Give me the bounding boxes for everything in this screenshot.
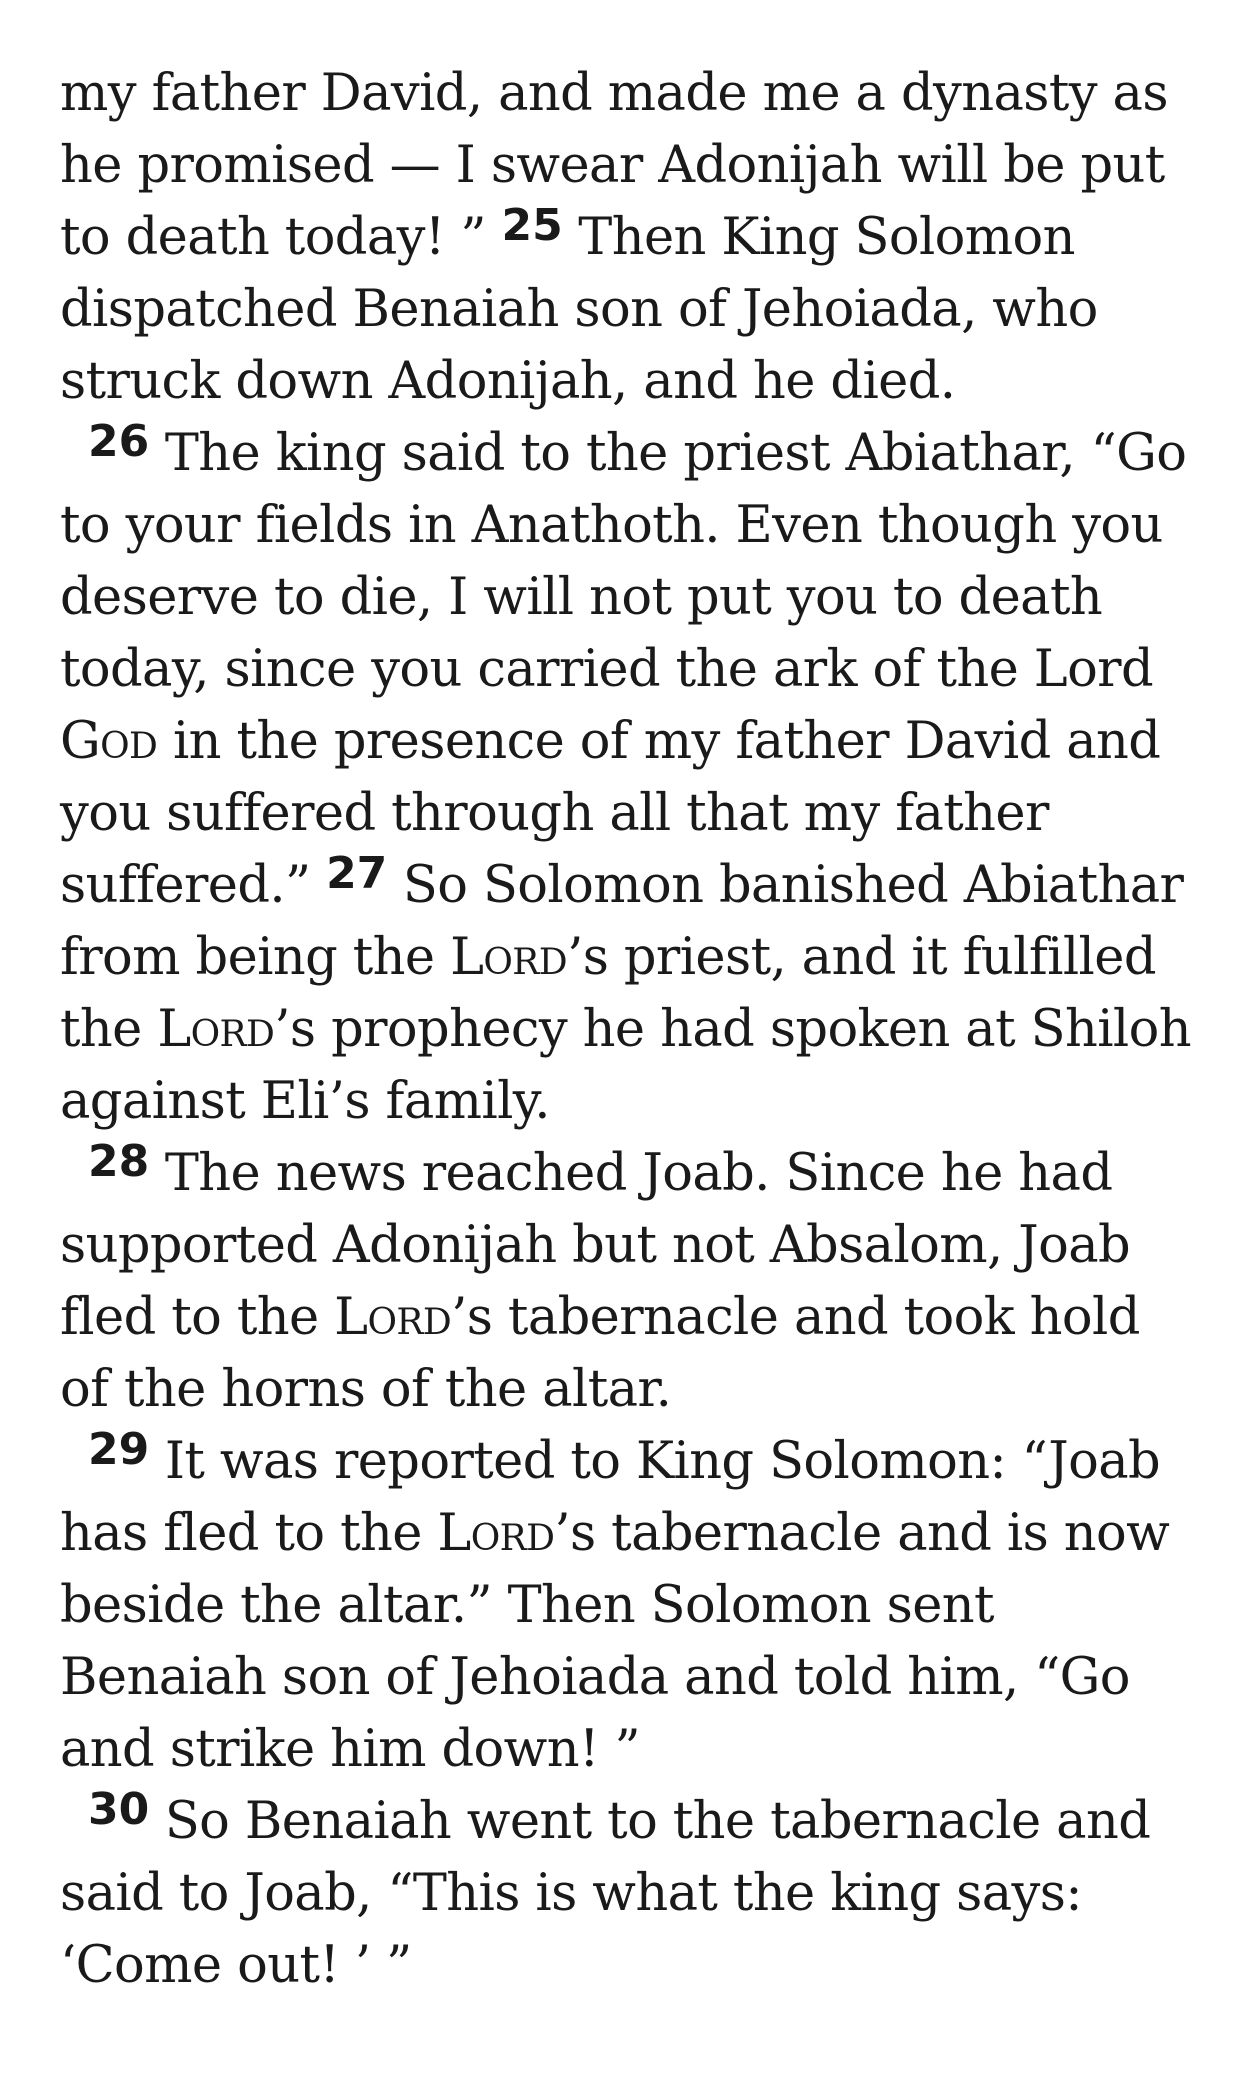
- paragraph-verse-30: [60, 1786, 1200, 2002]
- divine-name: Lord: [334, 1288, 452, 1347]
- verse-text: my father David, and made me a dynasty as he promised — I swear Adonijah will be put to death today! ”: [60, 64, 1168, 267]
- verse-text: ’s tabernacle and is now beside the altar.” Then Solomon sent Benaiah son of Jehoiada and told him, “Go and strike him down! ”: [60, 1504, 1170, 1779]
- verse-text: It was reported to King Solomon: “Joab has fled to the: [60, 1432, 1161, 1563]
- reading-page: [60, 58, 1200, 2002]
- paragraph-verse-24-25: [60, 58, 1200, 418]
- verse-number: 27: [326, 848, 388, 899]
- verse-number: 28: [88, 1136, 150, 1187]
- divine-name: God: [60, 712, 158, 771]
- verse-text: ’s priest, and it fulfilled the: [60, 928, 1156, 1059]
- paragraph-verse-26-27: [60, 418, 1200, 1138]
- paragraph-verse-28: [60, 1138, 1200, 1426]
- verse-number: 30: [88, 1784, 150, 1835]
- verse-text: ’s tabernacle and took hold of the horns of the altar.: [60, 1288, 1140, 1419]
- verse-text: So Benaiah went to the tabernacle and said to Joab, “This is what the king says: ‘Come out! ’ ”: [60, 1792, 1151, 1995]
- verse-text: So Solomon banished Abiathar from being the: [60, 856, 1184, 987]
- verse-text: Then King Solomon dispatched Benaiah son of Jehoiada, who struck down Adonijah, and he died.: [60, 208, 1098, 411]
- verse-text: in the presence of my father David and you suffered through all that my father suffered.”: [60, 712, 1161, 915]
- verse-number: 26: [88, 416, 150, 467]
- divine-name: Lord: [437, 1504, 555, 1563]
- divine-name: Lord: [157, 1000, 275, 1059]
- divine-name: Lord: [450, 928, 568, 987]
- verse-text: The news reached Joab. Since he had supported Adonijah but not Absalom, Joab fled to the: [60, 1144, 1131, 1347]
- verse-number: 29: [88, 1424, 150, 1475]
- verse-number: 25: [501, 200, 563, 251]
- paragraph-verse-29: [60, 1426, 1200, 1786]
- verse-text: ’s prophecy he had spoken at Shiloh against Eli’s family.: [60, 1000, 1191, 1131]
- verse-text: The king said to the priest Abiathar, “Go to your fields in Anathoth. Even though you deserve to die, I will not put you to death today, since you carried the ark of the Lord: [60, 424, 1187, 699]
